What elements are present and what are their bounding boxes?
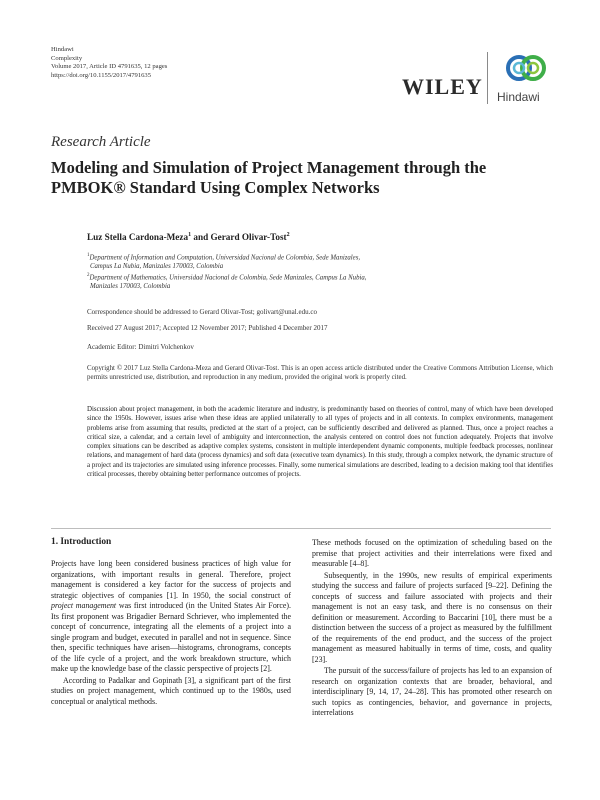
correspondence: Correspondence should be addressed to Gerard Olivar-Tost; golivart@unal.edu.co [87,308,317,316]
paragraph [51,559,291,675]
affil-marker: 2 [87,272,90,278]
affil-text: Department of Mathematics, Universidad Nacional de Colombia, Sede Manizales, Campus La Nubia, [89,273,367,281]
affiliation-2 [87,272,557,283]
affil-marker: 1 [87,253,90,258]
affiliations [87,252,557,291]
journal-meta [51,46,167,80]
hindawi-logo-text: Hindawi [497,90,540,104]
journal-name: Complexity [51,54,83,62]
author-affil-marker: 1 [188,232,192,238]
section-heading: 1. Introduction [51,537,112,547]
logo-divider [487,52,488,104]
paragraph-text: was first introduced (in the United States Air Force). Its first proponent was Brigadier Bernard Schriever, who implemented the concept of concurrence, integrating all the elements of a project into a single program and budget, executed in parallel and not in sequence. Since then, specific techniques have arisen—histograms, chronograms, concepts of the life cycle of a project, and the work breakdown structure, which make up the knowledge base of the classic perspective of projects [2]. [51,601,292,673]
paragraph-text: Projects have long been considered business practices of high value for organizations, with important results in general. Therefore, project management is considered a key factor for the success of projects and strategic objectives of companies [1]. In 1950, the social construct of [51,559,291,600]
section-divider [51,528,551,529]
article-type: Research Article [51,134,151,150]
author-affil-marker: 2 [286,232,290,238]
copyright-notice: Copyright © 2017 Luz Stella Cardona-Meza and Gerard Olivar-Tost. This is an open access article distributed under the Creative Commons Attribution License, which permits unrestricted use, distribution, and reproduction in any medium, provided the original work is properly cited. [87,365,553,382]
paragraph: Subsequently, in the 1990s, new results of empirical experiments studying the success and failure of projects surfaced [9–22]. Defining the concepts of success and failure associated with projects and their management is not an easy task, and there is no consensus on their definition or measurement. According to Baccarini [10], there must be a distinction between the success of a project as measured by the fulfillment of the requirements of the end product, and the success of the project management as measured habitually in terms of time, costs, and quality [23]. [312,570,552,664]
doi-link[interactable]: https://doi.org/10.1155/2017/4791635 [51,71,152,79]
wiley-logo: WILEY [402,74,483,99]
author-name: Luz Stella Cardona-Meza [87,232,189,243]
emphasis-text: project management [51,601,117,610]
affiliation-1 [87,252,557,263]
affiliation-2-cont: Manizales 170003, Colombia [90,282,171,290]
abstract: Discussion about project management, in both the academic literature and industry, is predominantly based on theories of control, many of which have been developed since the 1950s. However, issues arise when these ideas are applied unilaterally to all types of projects and in all contexts. In complex environments, management problems arise from assuming that results, predicted at the start of a project, can be sufficiently described and delivered as planned. Thus, once a project reaches a critical size, a calendar, and a certain level of ambiguity and interconnection, the analysis centered on control does not function adequately. Projects that involve complex situations can be described as adaptive complex systems, consistent in multiple interdependent dynamic components, multiple feedback processes, nonlinear relations, and management of hard data (process dynamics) and soft data (executive team dynamics). In this study, through a complex network, the dynamic structure of a project and its trajectories are simulated using inference processes. Finally, some numerical simulations are described, leading to a decision making tool that identifies critical processes, thereby obtaining better performance outcomes of projects. [87,406,553,479]
paragraph: These methods focused on the optimization of scheduling based on the premise that project activities and their interrelations were fixed and measurable [4–8]. [312,538,552,568]
paragraph: The pursuit of the success/failure of projects has led to an expansion of research on organization contexts that are broader, behavioral, and interdisciplinary [9, 14, 17, 24–28]. This has promoted other research on such topics as contingencies, behavior, and governance in projects, interrelations [312,666,552,717]
dates-line: Received 27 August 2017; Accepted 12 November 2017; Published 4 December 2017 [87,324,328,332]
right-column [312,538,552,719]
paragraph: According to Padalkar and Gopinath [3], a significant part of the first studies on project management, which continued up to the 1980s, used conceptual or analytical methods. [51,675,291,706]
left-column [51,559,291,707]
academic-editor: Academic Editor: Dimitri Volchenkov [87,343,194,351]
author-name: Gerard Olivar-Tost [210,232,287,243]
hindawi-rings-icon [497,48,555,92]
article-title: Modeling and Simulation of Project Management through the PMBOK® Standard Using Complex Networks [51,158,487,197]
author-list [87,232,290,242]
author-separator: and [191,232,211,243]
publisher-name: Hindawi [51,46,74,53]
affil-text: Department of Information and Computation, Universidad Nacional de Colombia, Sede Manizales, [89,254,361,262]
volume-line: Volume 2017, Article ID 4791635, 12 pages [51,63,168,71]
affiliation-1-cont: Campus La Nubia, Manizales 170003, Colombia [90,262,224,270]
